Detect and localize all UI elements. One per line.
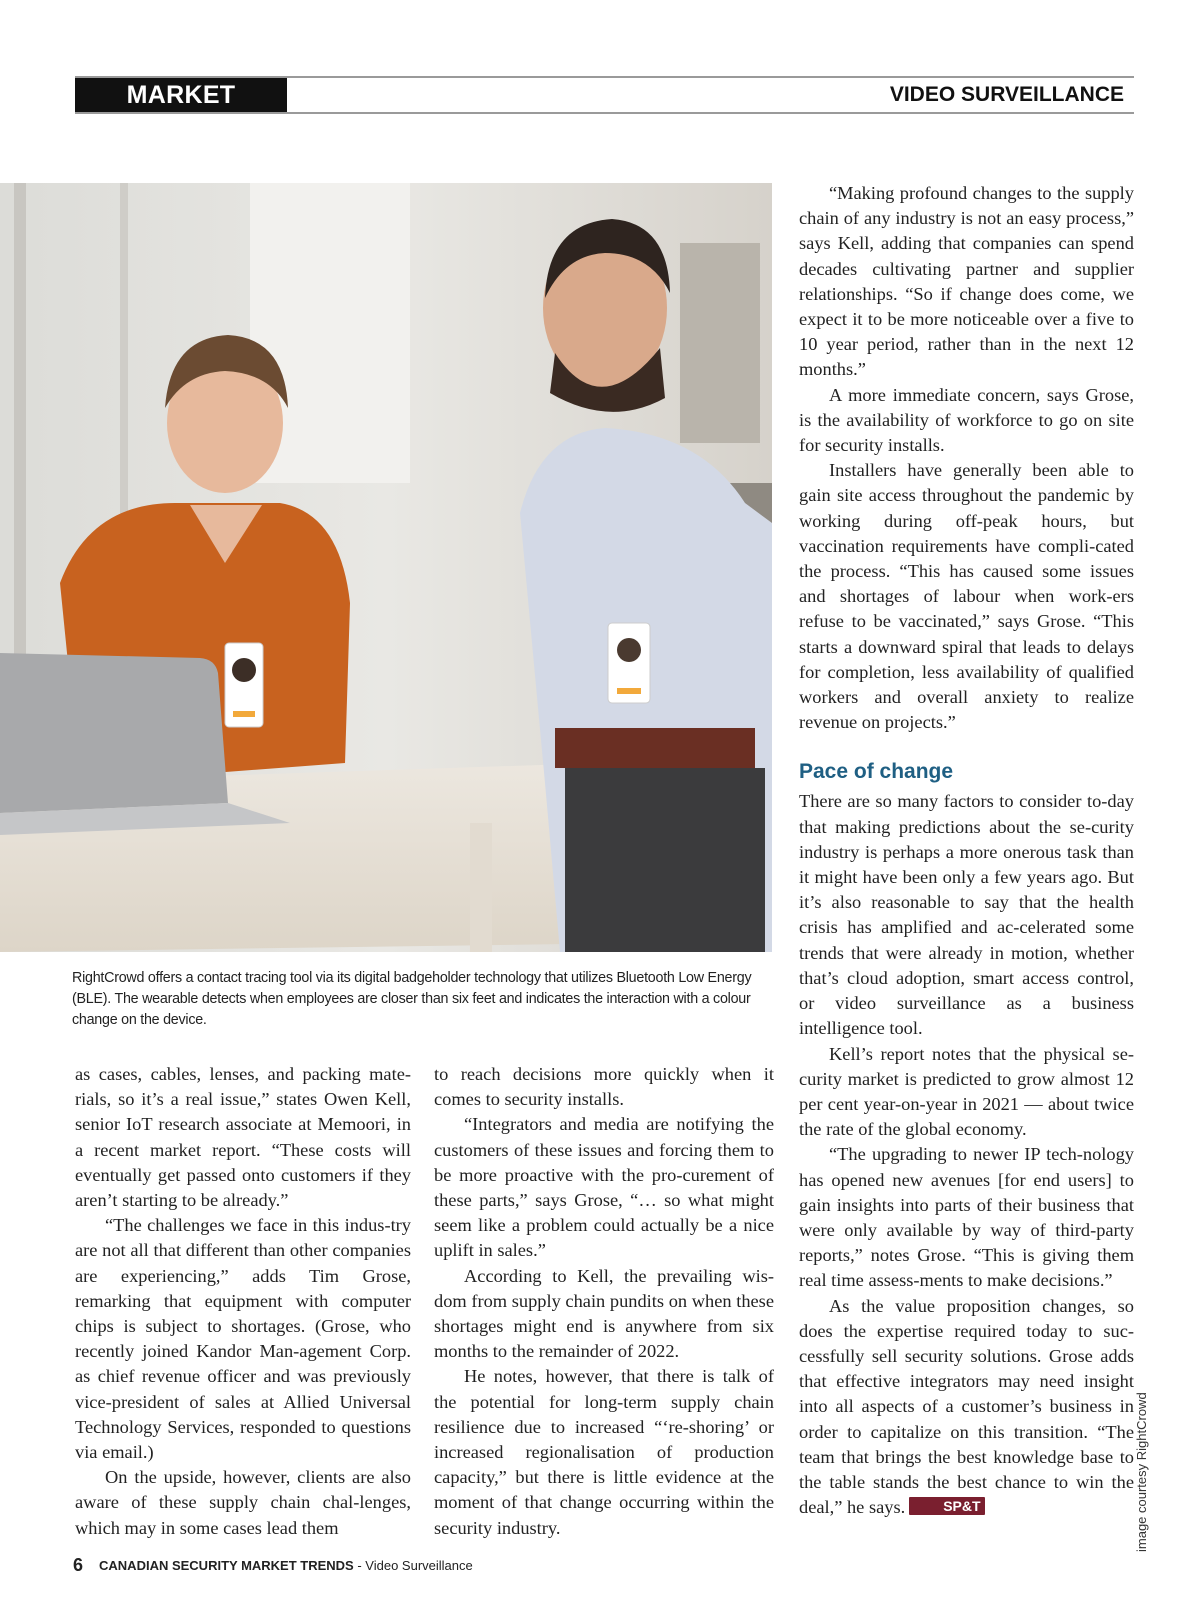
paragraph: Installers have generally been able to gain site access throughout the pandemic by working during off-peak hours, but vaccination requirements have compli-cated the process. “This has caused some issues and shortages of labour when work-ers refuse to be vaccinated,” says Grose. “This starts a downward spiral that leads to delays for completion, less availability of qualified workers and overall anxiety to realize revenue on projects.” <box>799 460 1134 733</box>
photo-illustration <box>0 183 772 952</box>
page-header <box>75 76 1134 143</box>
paragraph: as cases, cables, lenses, and packing mate-rials, so it’s a real issue,” states Owen Kell, senior IoT research associate at Memoori, in a recent market report. “These costs will eventually get passed onto customers if they aren’t starting to be already.” <box>75 1064 411 1211</box>
paragraph: “The challenges we face in this indus-try are not all that different than other companies are experiencing,” adds Tim Grose, remarking that equipment with computer chips is subject to shortages. (Grose, who recently joined Kandor Man-agement Corp. as chief revenue officer and was previously vice-president of sales at Allied Universal Technology Services, responded to questions via email.) <box>75 1215 411 1463</box>
column-2 <box>434 1062 774 1541</box>
paragraph: He notes, however, that there is talk of the potential for long-term supply chain resilience due to increased “‘re-shoring’ or increased regionalisation of production capacity,” but there is little evidence at the moment of that change occurring within the security industry. <box>434 1366 774 1538</box>
paragraph: “Integrators and media are notifying the customers of these issues and forcing them to be more proactive with the pro-curement of these parts,” says Grose, “… so what might seem like a problem could actually be a nice uplift in sales.” <box>434 1114 774 1261</box>
paragraph-last <box>799 1294 1134 1521</box>
paragraph: “The upgrading to newer IP tech-nology has opened new avenues [for end users] to gain insights into parts of their business that were only available by way of third-party reports,” notes Grose. “This is giving them real time assess-ments to make decisions.” <box>799 1144 1134 1291</box>
paragraph: On the upside, however, clients are also aware of these supply chain chal-lenges, which may in some cases lead them <box>75 1467 411 1538</box>
column-3 <box>799 181 1134 1520</box>
paragraph: A more immediate concern, says Grose, is the availability of workforce to go on site for security installs. <box>799 384 1134 456</box>
header-rule-bottom <box>75 112 1134 114</box>
photo-caption: RightCrowd offers a contact tracing tool via its digital badgeholder technology that utilizes Bluetooth Low Energy (BLE). The wearable detects when employees are closer than six feet and indicates the interaction with a colour change on the device. <box>72 970 752 1028</box>
article-photo <box>0 183 772 952</box>
belt <box>555 728 755 768</box>
paragraph: to reach decisions more quickly when it comes to security installs. <box>434 1064 774 1110</box>
section-tag: MARKET TRENDS <box>75 78 287 112</box>
paragraph: Kell’s report notes that the physical se-curity market is predicted to grow almost 12 per cent year-on-year in 2021 — about twice the rate of the global economy. <box>799 1043 1134 1140</box>
publication-name: CANADIAN SECURITY MARKET TRENDS <box>99 1558 354 1573</box>
footer-separator: - <box>353 1558 366 1573</box>
paragraph: “Making profound changes to the supply chain of any industry is not an easy process,” says Kell, adding that companies can spend decades cultivating partner and supplier relationships. “So if change does come, we expect it to be more noticeable over a five to 10 year period, rather than in the next 12 months.” <box>799 183 1134 380</box>
paragraph: There are so many factors to consider to-day that making predictions about the se-curity industry is perhaps a more onerous task than it might have been only a few years ago. But it’s also reasonable to say that the health crisis has amplified and ac-celerated some trends that were already in motion, whether that’s cloud adoption, smart access control, or video surveillance as a business intelligence tool. <box>799 791 1134 1039</box>
page-number: 6 <box>73 1555 84 1575</box>
image-credit: image courtesy RightCrowd <box>1134 1392 1149 1552</box>
spt-end-mark-icon: SP&T <box>909 1497 984 1515</box>
topic-label: VIDEO SURVEILLANCE <box>889 83 1124 106</box>
column-1 <box>75 1062 411 1541</box>
paragraph: According to Kell, the prevailing wis-dom from supply chain pundits on when these shortages might end is anywhere from six months to the remainder of 2022. <box>434 1265 774 1362</box>
page-footer <box>73 1555 473 1576</box>
issue-name: Video Surveillance <box>365 1558 473 1573</box>
subhead-pace-of-change: Pace of change <box>799 760 954 784</box>
paragraph-text: As the value proposition changes, so does the expertise required today to suc-cessfully sell security solutions. Grose adds that effective integrators may need insight into all aspects of a customer’s business in order to capitalize on this transition. “The team that brings the best knowledge base to the table stands the best chance to win the deal,” he says. <box>799 1295 1134 1518</box>
